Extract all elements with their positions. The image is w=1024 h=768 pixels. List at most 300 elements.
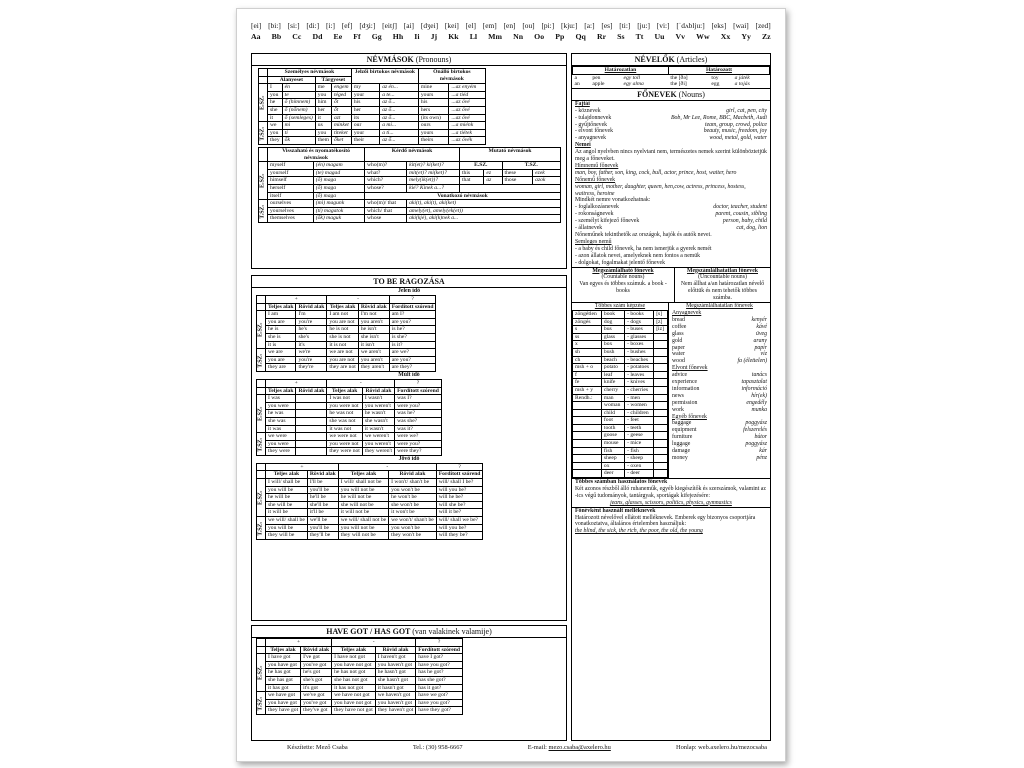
conjugation-cell: you will be <box>266 524 308 532</box>
minus-sign: - <box>327 379 395 387</box>
pronoun-cell: we <box>268 122 283 130</box>
interrogative-cell: kit(et)? ki(ket)? <box>407 162 460 170</box>
phonetic-symbol: [i:] <box>325 21 335 30</box>
gender-heading: Nemei <box>575 142 591 149</box>
conjugation-cell: will he be? <box>436 494 483 502</box>
reflexive-cell: itself <box>268 192 314 200</box>
both-gender-item-value: person, baby, child <box>722 218 767 225</box>
adjective-noun-heading: Főnévként használt melléknevek <box>575 507 656 514</box>
conjugation-cell: it is <box>266 341 296 349</box>
pronoun-cell: ő (semleges) <box>282 114 315 122</box>
masculine-examples: man, boy, father, son, king, cock, bull, actor, prince, host, waiter, hero <box>575 169 737 176</box>
sign-row <box>257 296 436 304</box>
phonetic-symbol: [dʒi:] <box>359 21 376 30</box>
conjugation-cell: they were <box>266 448 296 456</box>
nouns-text <box>572 101 770 267</box>
conjugation-cell: you weren't <box>362 440 394 448</box>
plural-row <box>573 356 668 364</box>
conjugation-cell: you are <box>266 356 296 364</box>
conjugation-cell: will she be? <box>436 501 483 509</box>
phonetic-symbol: [a:] <box>584 21 595 30</box>
reflexive-cell: himself <box>268 177 314 185</box>
alphabet-letter: Qq <box>575 32 586 41</box>
alphabet-letter: Ff <box>353 32 361 41</box>
conjugation-cell: it has got <box>266 684 301 692</box>
conjugation-row <box>257 486 483 494</box>
conjugation-cell: we'll be <box>307 517 338 525</box>
alphabet-letter: Ii <box>414 32 420 41</box>
pronoun-cell: őket <box>331 137 351 145</box>
conjugation-cell: you'll be <box>307 524 338 532</box>
pronoun-cell: theirs <box>418 137 449 145</box>
conjugation-row <box>257 654 463 662</box>
plural-cell <box>573 440 602 448</box>
article-cell: a <box>574 74 577 81</box>
other-noun-term: money <box>672 455 688 461</box>
pronoun-row <box>259 106 486 114</box>
reflexive-cell: (ők) maguk <box>313 215 364 223</box>
pronoun-cell: her <box>351 106 379 114</box>
conjugation-row <box>257 692 463 700</box>
feminine-examples: woman, girl, mother, daughter, queen, hen,cow, actress, princess, hostess, waitress, heroine <box>575 183 746 197</box>
phonetic-symbol: [kei] <box>444 21 459 30</box>
both-gender-item-term: - foglalkozásnevek <box>575 204 619 211</box>
conjugation-cell: she won't be <box>389 501 437 509</box>
indefinite-header: Határozatlan <box>573 67 669 75</box>
material-noun-value: kávé <box>756 323 767 330</box>
material-noun-term: gold <box>672 337 683 344</box>
plural-row <box>573 417 668 425</box>
pronoun-cell: az ő... <box>380 106 419 114</box>
conjugation-cell: I won't/ shan't be <box>389 479 437 487</box>
pronouns-panel <box>251 53 567 269</box>
plural-cell: fish <box>601 447 624 455</box>
material-noun-value: fa (élettelen) <box>737 358 767 365</box>
alphabet-letter: Bb <box>271 32 282 41</box>
phonetic-symbol: [es] <box>601 21 613 30</box>
noun-kind-value: team, group, crowd, police <box>704 121 767 128</box>
conjugation-cell: you were not <box>327 440 362 448</box>
both-gender-item-value: parent, cousin, sibling <box>715 211 767 218</box>
pronoun-cell: a mi... <box>380 122 419 130</box>
plural-cell: - teeth <box>625 424 654 432</box>
sign-row <box>257 639 463 647</box>
conjugation-cell: you haven't got <box>375 699 416 707</box>
corner <box>257 387 266 395</box>
pronoun-row <box>259 91 486 99</box>
article-cell: toy <box>711 74 719 81</box>
conjugation-cell: we won't/ shan't be <box>389 517 437 525</box>
alphabet-letter: Cc <box>292 32 302 41</box>
relative-cell: which/ that <box>365 207 407 215</box>
number-label: T.SZ. <box>257 692 266 715</box>
uncountable-text: Nem állhat a/an határozatlan névelő előttük és nem tehetők többes számba. <box>680 281 765 302</box>
plural-cell: - bushes <box>625 348 654 356</box>
noun-kind-term: - gyűjtőnevek <box>575 121 608 128</box>
column-header: Fordított szórend <box>389 303 436 311</box>
conjugation-cell: have I got? <box>416 654 463 662</box>
plural-only-section <box>572 478 770 507</box>
both-gender-item-value: cat, dog, lion <box>736 225 767 232</box>
column-header: Rövid alak <box>358 303 389 311</box>
pronoun-cell: his <box>351 99 379 107</box>
conjugation-cell: we aren't <box>358 349 389 357</box>
plural-cell: tooth <box>601 424 624 432</box>
column-header: Teljes alak <box>338 471 388 479</box>
pronoun-cell: ...az övé <box>449 106 485 114</box>
pronoun-cell: its <box>351 114 379 122</box>
plural-cell: f <box>573 371 602 379</box>
sign-row <box>257 379 442 387</box>
conjugation-cell: was he? <box>395 410 442 418</box>
conjugation-row <box>257 440 442 448</box>
material-noun-value: papír <box>754 344 767 351</box>
conjugation-cell: she will be <box>266 501 308 509</box>
corner <box>257 296 266 304</box>
plural-row <box>573 432 668 440</box>
interrogative-cell: who(m)? <box>365 162 407 170</box>
plural-cell: mouse <box>601 440 624 448</box>
other-noun-term: equipment <box>672 427 697 434</box>
phonetic-symbol: [si:] <box>287 21 300 30</box>
article-cell: pen <box>592 74 601 81</box>
conjugation-cell: she hasn't got <box>375 676 416 684</box>
pronoun-cell: azt <box>331 114 351 122</box>
plural-row <box>573 455 668 463</box>
plus-sign: + <box>266 639 332 647</box>
plural-cell <box>654 462 668 470</box>
plural-cell: book <box>601 310 624 318</box>
article-row <box>573 81 770 88</box>
alphabet-letter: Pp <box>555 32 565 41</box>
phonetic-symbol: [em] <box>482 21 497 30</box>
pronoun-cell: minket <box>331 122 351 130</box>
pronoun-cell: you <box>268 91 283 99</box>
conjugation-cell: it isn't <box>358 341 389 349</box>
conjugation-row <box>257 349 436 357</box>
phonetic-symbol: [ti:] <box>619 21 631 30</box>
pronoun-cell: them <box>315 137 331 145</box>
have-got-table <box>256 638 463 715</box>
footer-web[interactable]: Honlap: web.axelero.hu/mezocsaba <box>675 744 767 751</box>
demonstrative-cell: ezek <box>533 169 561 177</box>
plural-cell: woman <box>601 402 624 410</box>
alphabet-letter: Zz <box>761 32 771 41</box>
plural-cell <box>654 447 668 455</box>
pronoun-cell: it <box>268 114 283 122</box>
material-noun-value: arany <box>753 337 767 344</box>
conjugation-cell <box>296 433 327 441</box>
pronoun-cell: az én... <box>380 84 419 92</box>
pronoun-cell: him <box>315 99 331 107</box>
conjugation-cell: you won't be <box>389 486 437 494</box>
plural-table <box>572 310 668 478</box>
conjugation-cell: you have got <box>266 661 301 669</box>
conjugation-row <box>257 676 463 684</box>
corner <box>257 646 266 654</box>
reflexive-row <box>259 215 561 223</box>
other-noun-value: kár <box>759 448 767 455</box>
plural-cell <box>654 402 668 410</box>
masculine-heading: Hímnemű főnevek <box>575 162 619 169</box>
conjugation-cell: is she? <box>389 333 436 341</box>
footer-email-wrap: E-mail: mezo.csaba@axelero.hu <box>527 744 611 751</box>
conjugation-cell: he's got <box>301 669 332 677</box>
plural-row <box>573 447 668 455</box>
conjugation-cell: I'm not <box>358 311 389 319</box>
pronoun-row <box>259 114 486 122</box>
conjugation-cell: he will not be <box>338 494 388 502</box>
abstract-noun-term: permission <box>672 399 698 406</box>
interrogative-cell: what? <box>365 169 407 177</box>
plural-row <box>573 326 668 334</box>
conjugation-cell: I was not <box>327 395 362 403</box>
conjugation-cell: you will not be <box>338 524 388 532</box>
conjugation-row <box>257 364 436 372</box>
other-noun-term: baggage <box>672 420 692 427</box>
pronoun-cell: ...az övé <box>449 114 485 122</box>
plural-cell <box>573 432 602 440</box>
conjugation-cell: he'll be <box>307 494 338 502</box>
minus-sign: - <box>332 639 416 647</box>
both-gender-item-value: doctor, teacher, student <box>713 204 767 211</box>
countable-heading: Megszámlálható főnevek <box>592 267 654 274</box>
phonetic-symbol: [eks] <box>711 21 727 30</box>
plural-cell: - geese <box>625 432 654 440</box>
conjugation-row <box>257 448 442 456</box>
conjugation-cell: he has not got <box>332 669 376 677</box>
interrogative-cell: mely(ik(et))? <box>407 177 460 185</box>
plural-cell <box>654 432 668 440</box>
article-cell: a tojás <box>734 81 750 88</box>
alphabet-letter: Oo <box>534 32 545 41</box>
plural-row <box>573 364 668 372</box>
conjugation-row <box>257 524 483 532</box>
plural-cell: bush <box>601 348 624 356</box>
other-noun-value: pénz <box>756 455 767 461</box>
countable-text: Van egyes és többes számuk. a book - books <box>579 281 667 295</box>
conjugation-cell: they will be <box>266 532 308 540</box>
reflexive-row <box>259 162 561 170</box>
alphabet-letter: Ss <box>617 32 625 41</box>
conjugation-cell: have you got? <box>416 661 463 669</box>
other-noun <box>672 434 767 441</box>
corner <box>257 303 266 311</box>
conjugation-cell: you're <box>296 318 327 326</box>
plural-cell: foot <box>601 417 624 425</box>
reflexive-table <box>258 147 561 223</box>
number-label: E.SZ. <box>257 395 266 433</box>
plural-cell: Rendh.: <box>573 394 602 402</box>
conjugation-row <box>257 326 436 334</box>
reflexive-cell: (én) magam <box>313 162 364 170</box>
conjugation-cell: you won't be <box>389 524 437 532</box>
pronoun-row <box>259 137 486 145</box>
plural-row <box>573 341 668 349</box>
other-noun-value: bútor <box>754 434 767 441</box>
plural-cell: x <box>573 341 602 349</box>
plural-cell: - sheep <box>625 455 654 463</box>
conjugation-cell: I was <box>266 395 296 403</box>
pronoun-cell: yours <box>418 91 449 99</box>
conjugation-cell: he isn't <box>358 326 389 334</box>
plural-cell: - children <box>625 409 654 417</box>
conjugation-cell: we were not <box>327 433 362 441</box>
adjective-noun-section <box>572 507 770 536</box>
conjugation-cell: will/ shall I be? <box>436 479 483 487</box>
pronoun-cell: their <box>351 137 379 145</box>
conjugation-row <box>257 341 436 349</box>
pronoun-cell: you <box>268 129 283 137</box>
pronoun-cell: őt <box>331 106 351 114</box>
plural-cell: man <box>601 394 624 402</box>
demonstrative-head: T.SZ. <box>502 162 560 170</box>
feminine-heading: Nőnemű főnevek <box>575 176 616 183</box>
noun-kind-value: Bob, Mr Lee, Rome, BBC, Macbeth, Audi <box>670 114 767 121</box>
interrogative-cell: whose? <box>365 184 407 192</box>
pronoun-cell: ő (hímnem) <box>282 99 315 107</box>
plural-cell <box>654 371 668 379</box>
phonetic-symbol: [ei] <box>251 21 262 30</box>
column-header-row <box>257 387 442 395</box>
plural-cell: bus <box>601 326 624 334</box>
past-table <box>256 379 442 456</box>
reflexive-row <box>259 192 561 200</box>
reflexive-cell: themselves <box>268 215 314 223</box>
phonetic-symbol: [en] <box>503 21 516 30</box>
alphabet-letter: Aa <box>251 32 261 41</box>
column-header: Rövid alak <box>296 387 327 395</box>
pronoun-row <box>259 129 486 137</box>
abstract-noun <box>672 407 767 414</box>
plural-cell: ss <box>573 333 602 341</box>
reflexive-row <box>259 169 561 177</box>
plural-only-heading: Többes számban használatos főnevek <box>575 479 668 486</box>
to-be-title: TO BE RAGOZÁSA <box>252 276 566 288</box>
interrogative-header: Kérdő névmások <box>365 147 460 161</box>
conjugation-cell: they weren't <box>362 448 394 456</box>
conjugation-cell <box>296 402 327 410</box>
alphabet-letter: Uu <box>654 32 665 41</box>
alphabet-letter: Xx <box>720 32 731 41</box>
footer-email[interactable]: mezo.csaba@axelero.hu <box>548 744 611 751</box>
conjugation-cell: it will not be <box>338 509 388 517</box>
conjugation-cell: she is <box>266 333 296 341</box>
pronoun-cell: ours <box>418 122 449 130</box>
articles-nouns-panel <box>571 53 771 741</box>
conjugation-cell: they haven't got <box>375 707 416 715</box>
number-label: T.SZ. <box>257 433 266 456</box>
conjugation-cell: is he? <box>389 326 436 334</box>
conjugation-cell: they'll be <box>307 532 338 540</box>
plural-only-examples: jeans, glasses, scissors, politics, physics, gymnastics <box>610 499 732 506</box>
article-cell: an <box>574 81 580 88</box>
other-noun-term: luggage <box>672 441 691 448</box>
conjugation-cell: you aren't <box>358 356 389 364</box>
neuter-item: - dolgokat, fogalmakat jelentő főnevek <box>575 259 665 266</box>
demonstrative-cell: that <box>460 177 484 185</box>
conjugation-cell: we will/ shall not be <box>338 517 388 525</box>
plural-cell <box>654 386 668 394</box>
uncountable-box <box>675 268 770 303</box>
plural-cell: - buses <box>625 326 654 334</box>
reflexive-cell: yourselves <box>268 207 314 215</box>
conjugation-cell: she's <box>296 333 327 341</box>
abstract-noun-term: experience <box>672 379 698 386</box>
column-header: Rövid alak <box>362 387 394 395</box>
article-cell: egg <box>711 81 720 88</box>
pronoun-cell: az ő... <box>380 114 419 122</box>
noun-kind <box>575 128 767 135</box>
conjugation-cell: you will be <box>266 486 308 494</box>
plural-cell: - knives <box>625 379 654 387</box>
pronoun-cell: hers <box>418 106 449 114</box>
pronoun-cell: you <box>315 129 331 137</box>
conjugation-row <box>257 433 442 441</box>
material-noun-term: wood <box>672 358 685 365</box>
column-header: Teljes alak <box>266 387 296 395</box>
question-sign: ? <box>416 639 463 647</box>
past-tense-label: Múlt idő <box>398 371 420 378</box>
demonstrative-cell: these <box>502 169 533 177</box>
future-tense-label: Jövő idő <box>398 455 420 462</box>
conjugation-cell: it will be <box>266 509 308 517</box>
alphabet-header <box>251 21 771 41</box>
phonetic-symbol: [zed] <box>755 21 771 30</box>
conjugation-cell: she was <box>266 417 296 425</box>
other-noun <box>672 448 767 455</box>
pronoun-cell: mine <box>418 84 449 92</box>
reflexive-row <box>259 207 561 215</box>
conjugation-cell: have we got? <box>416 692 463 700</box>
conjugation-cell: they won't be <box>389 532 437 540</box>
conjugation-cell: it was <box>266 425 296 433</box>
conjugation-cell: I am not <box>327 311 358 319</box>
number-label: E.SZ. <box>259 84 268 122</box>
plural-cell: goose <box>601 432 624 440</box>
plural-row <box>573 379 668 387</box>
conjugation-cell: she will not be <box>338 501 388 509</box>
noun-kind-value: girl, cat, pen, city <box>726 107 767 114</box>
conjugation-cell: it won't be <box>389 509 437 517</box>
demonstrative-cell: az <box>484 177 502 185</box>
plural-cell: msh + y <box>573 386 602 394</box>
conjugation-cell: I wasn't <box>362 395 394 403</box>
minus-sign: - <box>338 463 436 471</box>
plural-cell <box>654 409 668 417</box>
present-table <box>256 295 436 372</box>
plural-uncountable-lists <box>572 302 770 478</box>
reflexive-cell: yourself <box>268 169 314 177</box>
pronoun-cell: ...a tiéd <box>449 91 485 99</box>
adjective-noun-text: Határozott névelővel ellátott melléknevek. Emberek egy bizonyos csoportjára vonatkoztatva, általános értelemben használjuk: <box>575 514 756 528</box>
other-noun-value: poggyász <box>745 420 767 427</box>
number-label: E.SZ. <box>257 479 266 517</box>
pronoun-row <box>259 84 486 92</box>
plural-cell <box>573 402 602 410</box>
conjugation-cell: we haven't got <box>375 692 416 700</box>
corner <box>257 379 266 387</box>
abstract-noun <box>672 372 767 379</box>
definite-header: Határozott <box>668 67 769 75</box>
abstract-noun <box>672 386 767 393</box>
conjugation-cell: she'll be <box>307 501 338 509</box>
plural-cell <box>573 447 602 455</box>
material-noun-value: kenyér <box>751 316 767 323</box>
material-heading: Anyagnevek <box>672 309 702 316</box>
conjugation-cell: we weren't <box>362 433 394 441</box>
column-header: Fordított szórend <box>395 387 442 395</box>
